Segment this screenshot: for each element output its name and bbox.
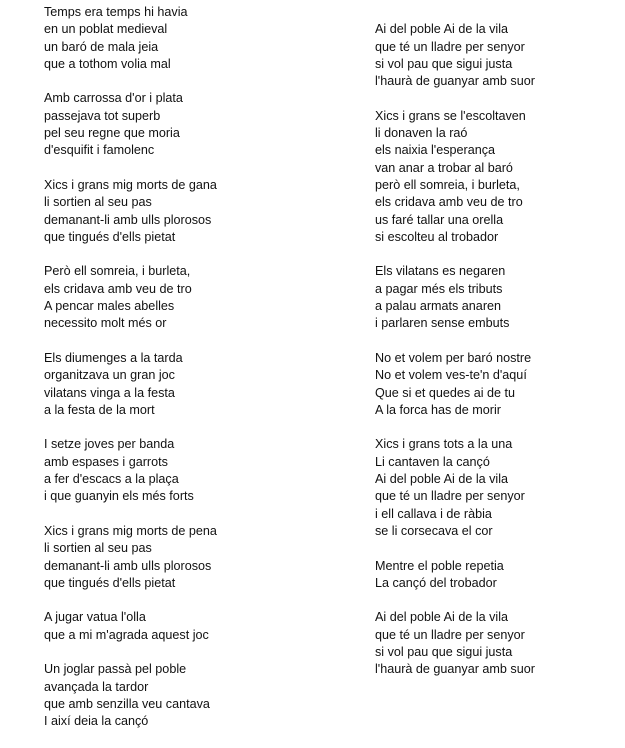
stanza [44, 177, 344, 246]
lyric-line: li sortien al seu pas [44, 195, 152, 210]
lyric-line: que a mi m'agrada aquest joc [44, 627, 209, 642]
lyric-line: l'haurà de guanyar amb suor [375, 74, 535, 89]
lyric-line: I així deia la cançó [44, 714, 149, 729]
lyric-line: Però ell somreia, i burleta, [44, 264, 191, 279]
lyric-line: Xics i grans mig morts de gana [44, 177, 217, 192]
lyric-line: a pagar més els tributs [375, 281, 503, 296]
lyric-line: l'haurà de guanyar amb suor [375, 662, 535, 677]
lyric-line: que té un lladre per senyor [375, 489, 525, 504]
lyric-line: i parlaren sense embuts [375, 316, 510, 331]
lyric-line: i que guanyin els més forts [44, 489, 194, 504]
lyric-line: I setze joves per banda [44, 437, 175, 452]
lyric-line: Ai del poble Ai de la vila [375, 610, 509, 625]
lyric-line: Li cantaven la cançó [375, 454, 490, 469]
lyric-line: necessito molt més or [44, 316, 167, 331]
lyric-line: si vol pau que sigui justa [375, 56, 513, 71]
lyric-line: un baró de mala jeia [44, 39, 159, 54]
stanza [375, 436, 615, 540]
lyric-line: i ell callava i de ràbia [375, 506, 492, 521]
lyric-line: passejava tot superb [44, 108, 161, 123]
lyric-line: Un joglar passà pel poble [44, 662, 187, 677]
lyric-line: Xics i grans se l'escoltaven [375, 108, 526, 123]
stanza [375, 350, 615, 419]
stanza [375, 21, 615, 90]
lyric-line: els naixia l'esperança [375, 143, 496, 158]
lyric-line: en un poblat medieval [44, 22, 168, 37]
lyric-line: Ai del poble Ai de la vila [375, 22, 509, 37]
lyric-line: li donaven la raó [375, 126, 468, 141]
lyric-line: a palau armats anaren [375, 299, 502, 314]
lyric-line: Xics i grans tots a la una [375, 437, 513, 452]
lyric-line: Xics i grans mig morts de pena [44, 523, 217, 538]
stanza [44, 4, 344, 73]
lyric-line: se li corsecava el cor [375, 523, 493, 538]
lyric-line: els cridava amb veu de tro [44, 281, 192, 296]
stanza [375, 558, 615, 593]
lyric-line: vilatans vinga a la festa [44, 385, 175, 400]
lyric-line: Temps era temps hi havia [44, 5, 188, 19]
lyric-line: que amb senzilla veu cantava [44, 696, 210, 711]
stanza [44, 436, 344, 505]
lyric-line: els cridava amb veu de tro [375, 195, 523, 210]
lyric-line: La cançó del trobador [375, 575, 497, 590]
stanza [375, 609, 615, 678]
stanza [375, 263, 615, 332]
stanza [44, 609, 344, 644]
lyric-line: Els vilatans es negaren [375, 264, 506, 279]
lyric-line: Els diumenges a la tarda [44, 350, 183, 365]
stanza [44, 350, 344, 419]
lyric-line: No et volem ves-te'n d'aquí [375, 368, 527, 383]
lyric-line: que té un lladre per senyor [375, 627, 525, 642]
stanza [375, 108, 615, 246]
lyric-line: A jugar vatua l'olla [44, 610, 146, 625]
lyric-line: que tingués d'ells pietat [44, 229, 176, 244]
lyric-line: Amb carrossa d'or i plata [44, 91, 183, 106]
lyric-line: demanant-li amb ulls plorosos [44, 558, 212, 573]
lyric-line: us faré tallar una orella [375, 212, 504, 227]
lyric-line: d'esquifit i famolenc [44, 143, 155, 158]
lyric-line: a fer d'escacs a la plaça [44, 472, 179, 487]
lyric-line: si escolteu al trobador [375, 229, 499, 244]
lyric-line: van anar a trobar al baró [375, 160, 513, 175]
lyric-line: Ai del poble Ai de la vila [375, 472, 509, 487]
lyric-line: a la festa de la mort [44, 402, 155, 417]
lyric-line: si vol pau que sigui justa [375, 644, 513, 659]
stanza [44, 90, 344, 159]
lyric-line: A la forca has de morir [375, 402, 501, 417]
lyric-line: que a tothom volia mal [44, 56, 171, 71]
lyric-line: pel seu regne que moria [44, 126, 180, 141]
lyrics-right-column [375, 21, 615, 696]
lyric-line: amb espases i garrots [44, 454, 168, 469]
lyric-line: però ell somreia, i burleta, [375, 177, 520, 192]
stanza [44, 263, 344, 332]
lyric-line: No et volem per baró nostre [375, 350, 532, 365]
lyric-line: li sortien al seu pas [44, 541, 152, 556]
lyric-line: que tingués d'ells pietat [44, 575, 176, 590]
lyric-line: Que si et quedes ai de tu [375, 385, 516, 400]
lyric-line: avançada la tardor [44, 679, 149, 694]
stanza [44, 523, 344, 592]
lyric-line: organitzava un gran joc [44, 368, 175, 383]
lyric-line: demanant-li amb ulls plorosos [44, 212, 212, 227]
lyric-line: Mentre el poble repetia [375, 558, 504, 573]
lyric-line: A pencar males abelles [44, 299, 175, 314]
lyric-line: que té un lladre per senyor [375, 39, 525, 54]
lyrics-left-column [44, 4, 344, 748]
stanza [44, 661, 344, 730]
